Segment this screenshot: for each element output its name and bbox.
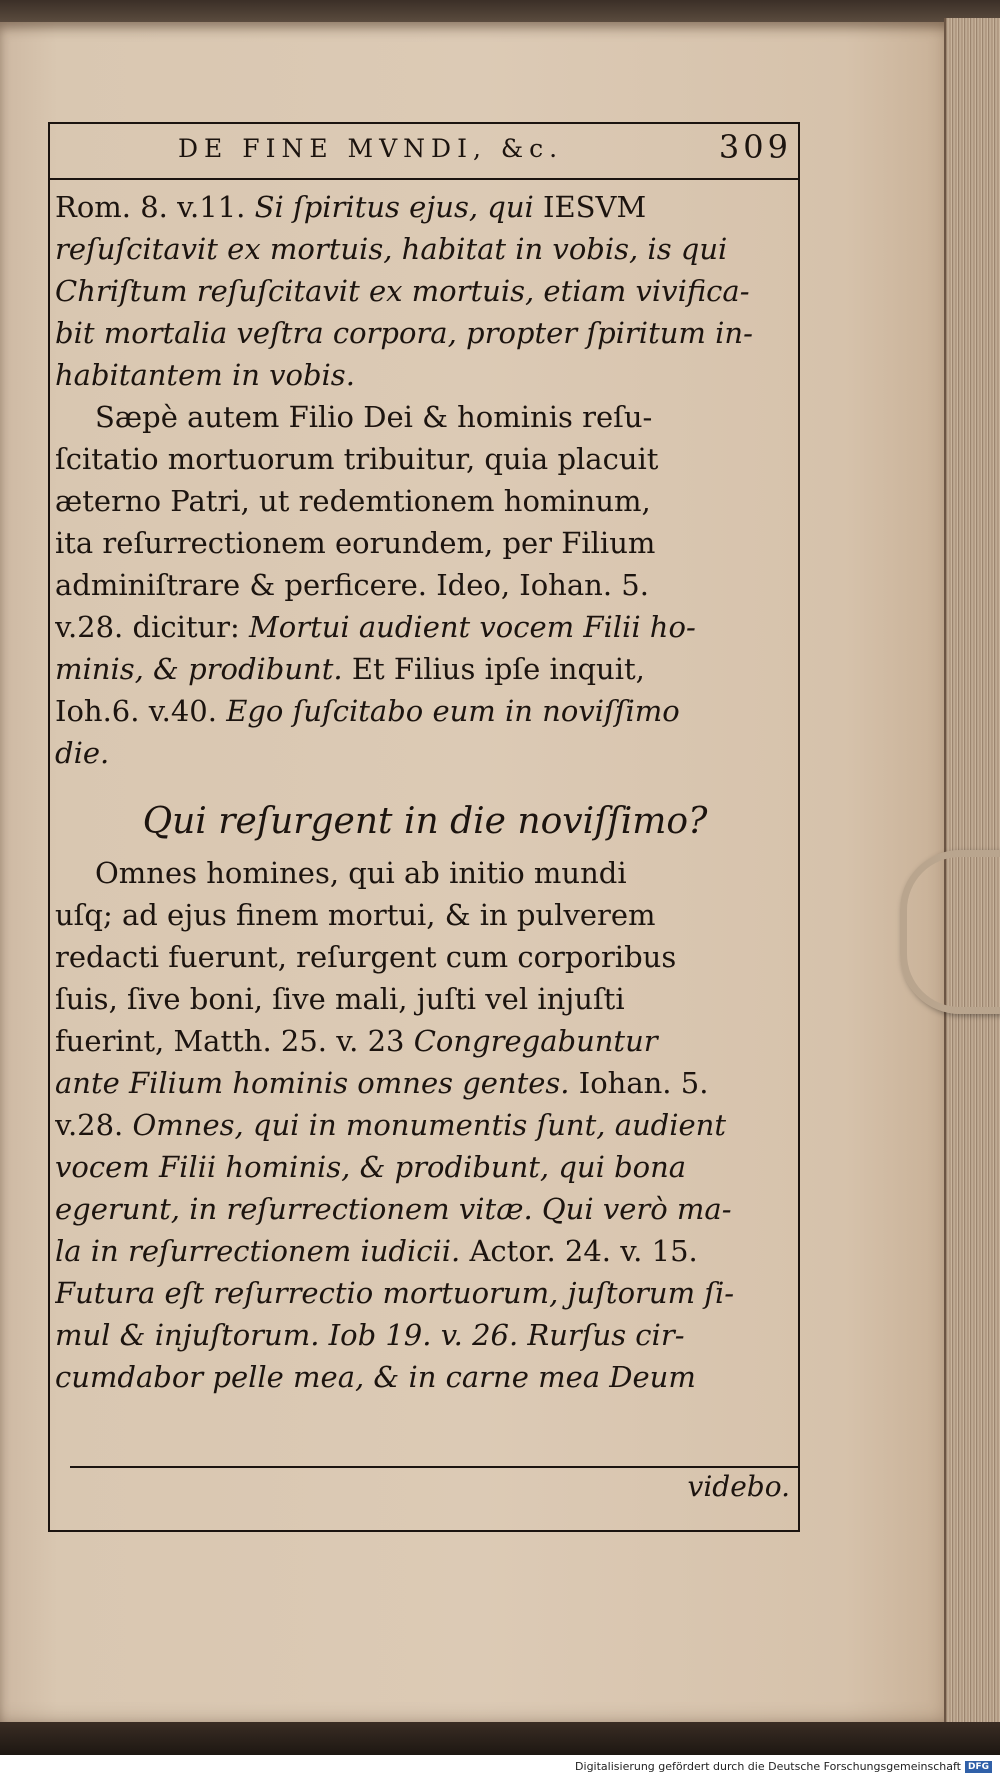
text-line: adminiſtrare & perficere. Ideo, Iohan. 5.	[55, 568, 649, 602]
citation: Rom. 8. v.11.	[55, 190, 255, 224]
citation: Iob 19. v. 26.	[328, 1318, 528, 1352]
text-line: redacti fuerunt, reſurgent cum corporibus	[55, 940, 677, 974]
digitization-credit	[575, 1760, 992, 1773]
book-cover-bottom	[0, 1722, 1000, 1755]
text-line	[55, 186, 795, 228]
quote: Omnes, qui in monumentis ſunt, audient	[132, 1108, 726, 1142]
running-head: DE FINE MVNDI, &c.	[178, 134, 564, 163]
text-line: ſcitatio mortuorum tribuitur, quia placuit	[55, 442, 659, 476]
text-line: egerunt, in reſurrectionem vitæ. Qui verò ma-	[55, 1192, 732, 1226]
text-line: ſuis, ſive boni, ſive mali, juſti vel injuſti	[55, 982, 625, 1016]
text-line: Omnes homines, qui ab initio mundi	[95, 856, 627, 890]
quote: Ego ſuſcitabo eum in noviſſimo	[226, 694, 680, 728]
quote: Rurſus cir-	[527, 1318, 685, 1352]
text-line: ita reſurrectionem eorundem, per Filium	[55, 526, 656, 560]
text-line: Futura eſt reſurrectio mortuorum, juſtorum ſi-	[55, 1276, 735, 1310]
citation: Actor. 24. v. 15.	[469, 1234, 698, 1268]
text-line	[55, 1314, 795, 1356]
text-line: Sæpè autem Filio Dei & hominis reſu-	[95, 400, 653, 434]
text-line	[55, 1230, 795, 1272]
header-rule	[48, 178, 800, 180]
text-line	[55, 1104, 795, 1146]
section-heading: Qui reſurgent in die noviſſimo?	[142, 801, 708, 842]
text-line: Chriſtum reſuſcitavit ex mortuis, etiam vivifica-	[55, 274, 750, 308]
dfg-logo: DFG	[965, 1761, 992, 1773]
text-line	[55, 606, 795, 648]
citation: v.28. dicitur:	[55, 610, 250, 644]
text-line: die.	[55, 736, 110, 770]
text-line	[55, 690, 795, 732]
text-line: habitantem in vobis.	[55, 358, 355, 392]
text-line: vocem Filii hominis, & prodibunt, qui bona	[55, 1150, 687, 1184]
quote: ante Filium hominis omnes gentes.	[55, 1066, 579, 1100]
quote: Si ſpiritus ejus, qui	[254, 190, 544, 224]
quote: minis, & prodibunt.	[55, 652, 352, 686]
text-line: uſq; ad ejus finem mortui, & in pulverem	[55, 898, 656, 932]
text-line: reſuſcitavit ex mortuis, habitat in vobis, is qui	[55, 232, 728, 266]
citation: v.28.	[55, 1108, 133, 1142]
text-line: bit mortalia veſtra corpora, propter ſpiritum in-	[55, 316, 753, 350]
text-line	[55, 1062, 795, 1104]
body-text	[55, 186, 795, 1398]
text-line	[55, 1020, 795, 1062]
quote: Congregabuntur	[413, 1024, 658, 1058]
text-line: æterno Patri, ut redemtionem hominum,	[55, 484, 651, 518]
citation: Iohan. 5.	[578, 1066, 709, 1100]
page-number: 309	[718, 128, 792, 166]
text-line: cumdabor pelle mea, & in carne mea Deum	[55, 1360, 696, 1394]
text: fuerint, Matth. 25. v. 23	[55, 1024, 414, 1058]
quote: Mortui audient vocem Filii ho-	[249, 610, 696, 644]
book-cover-top	[0, 0, 1000, 22]
footer-rule	[70, 1466, 800, 1468]
quote: la in reſurrectionem iudicii.	[55, 1234, 470, 1268]
name: IESVM	[543, 190, 647, 224]
credit-text: Digitalisierung gefördert durch die Deutsche Forschungsgemeinschaft	[575, 1760, 961, 1773]
quote: mul & injuſtorum.	[55, 1318, 329, 1352]
catchword: videbo.	[687, 1470, 790, 1503]
citation: Ioh.6. v.40.	[55, 694, 227, 728]
text: Et Filius ipſe inquit,	[351, 652, 645, 686]
page-header	[60, 128, 800, 176]
text-line	[55, 648, 795, 690]
ribbon-clasp	[900, 850, 1000, 1014]
